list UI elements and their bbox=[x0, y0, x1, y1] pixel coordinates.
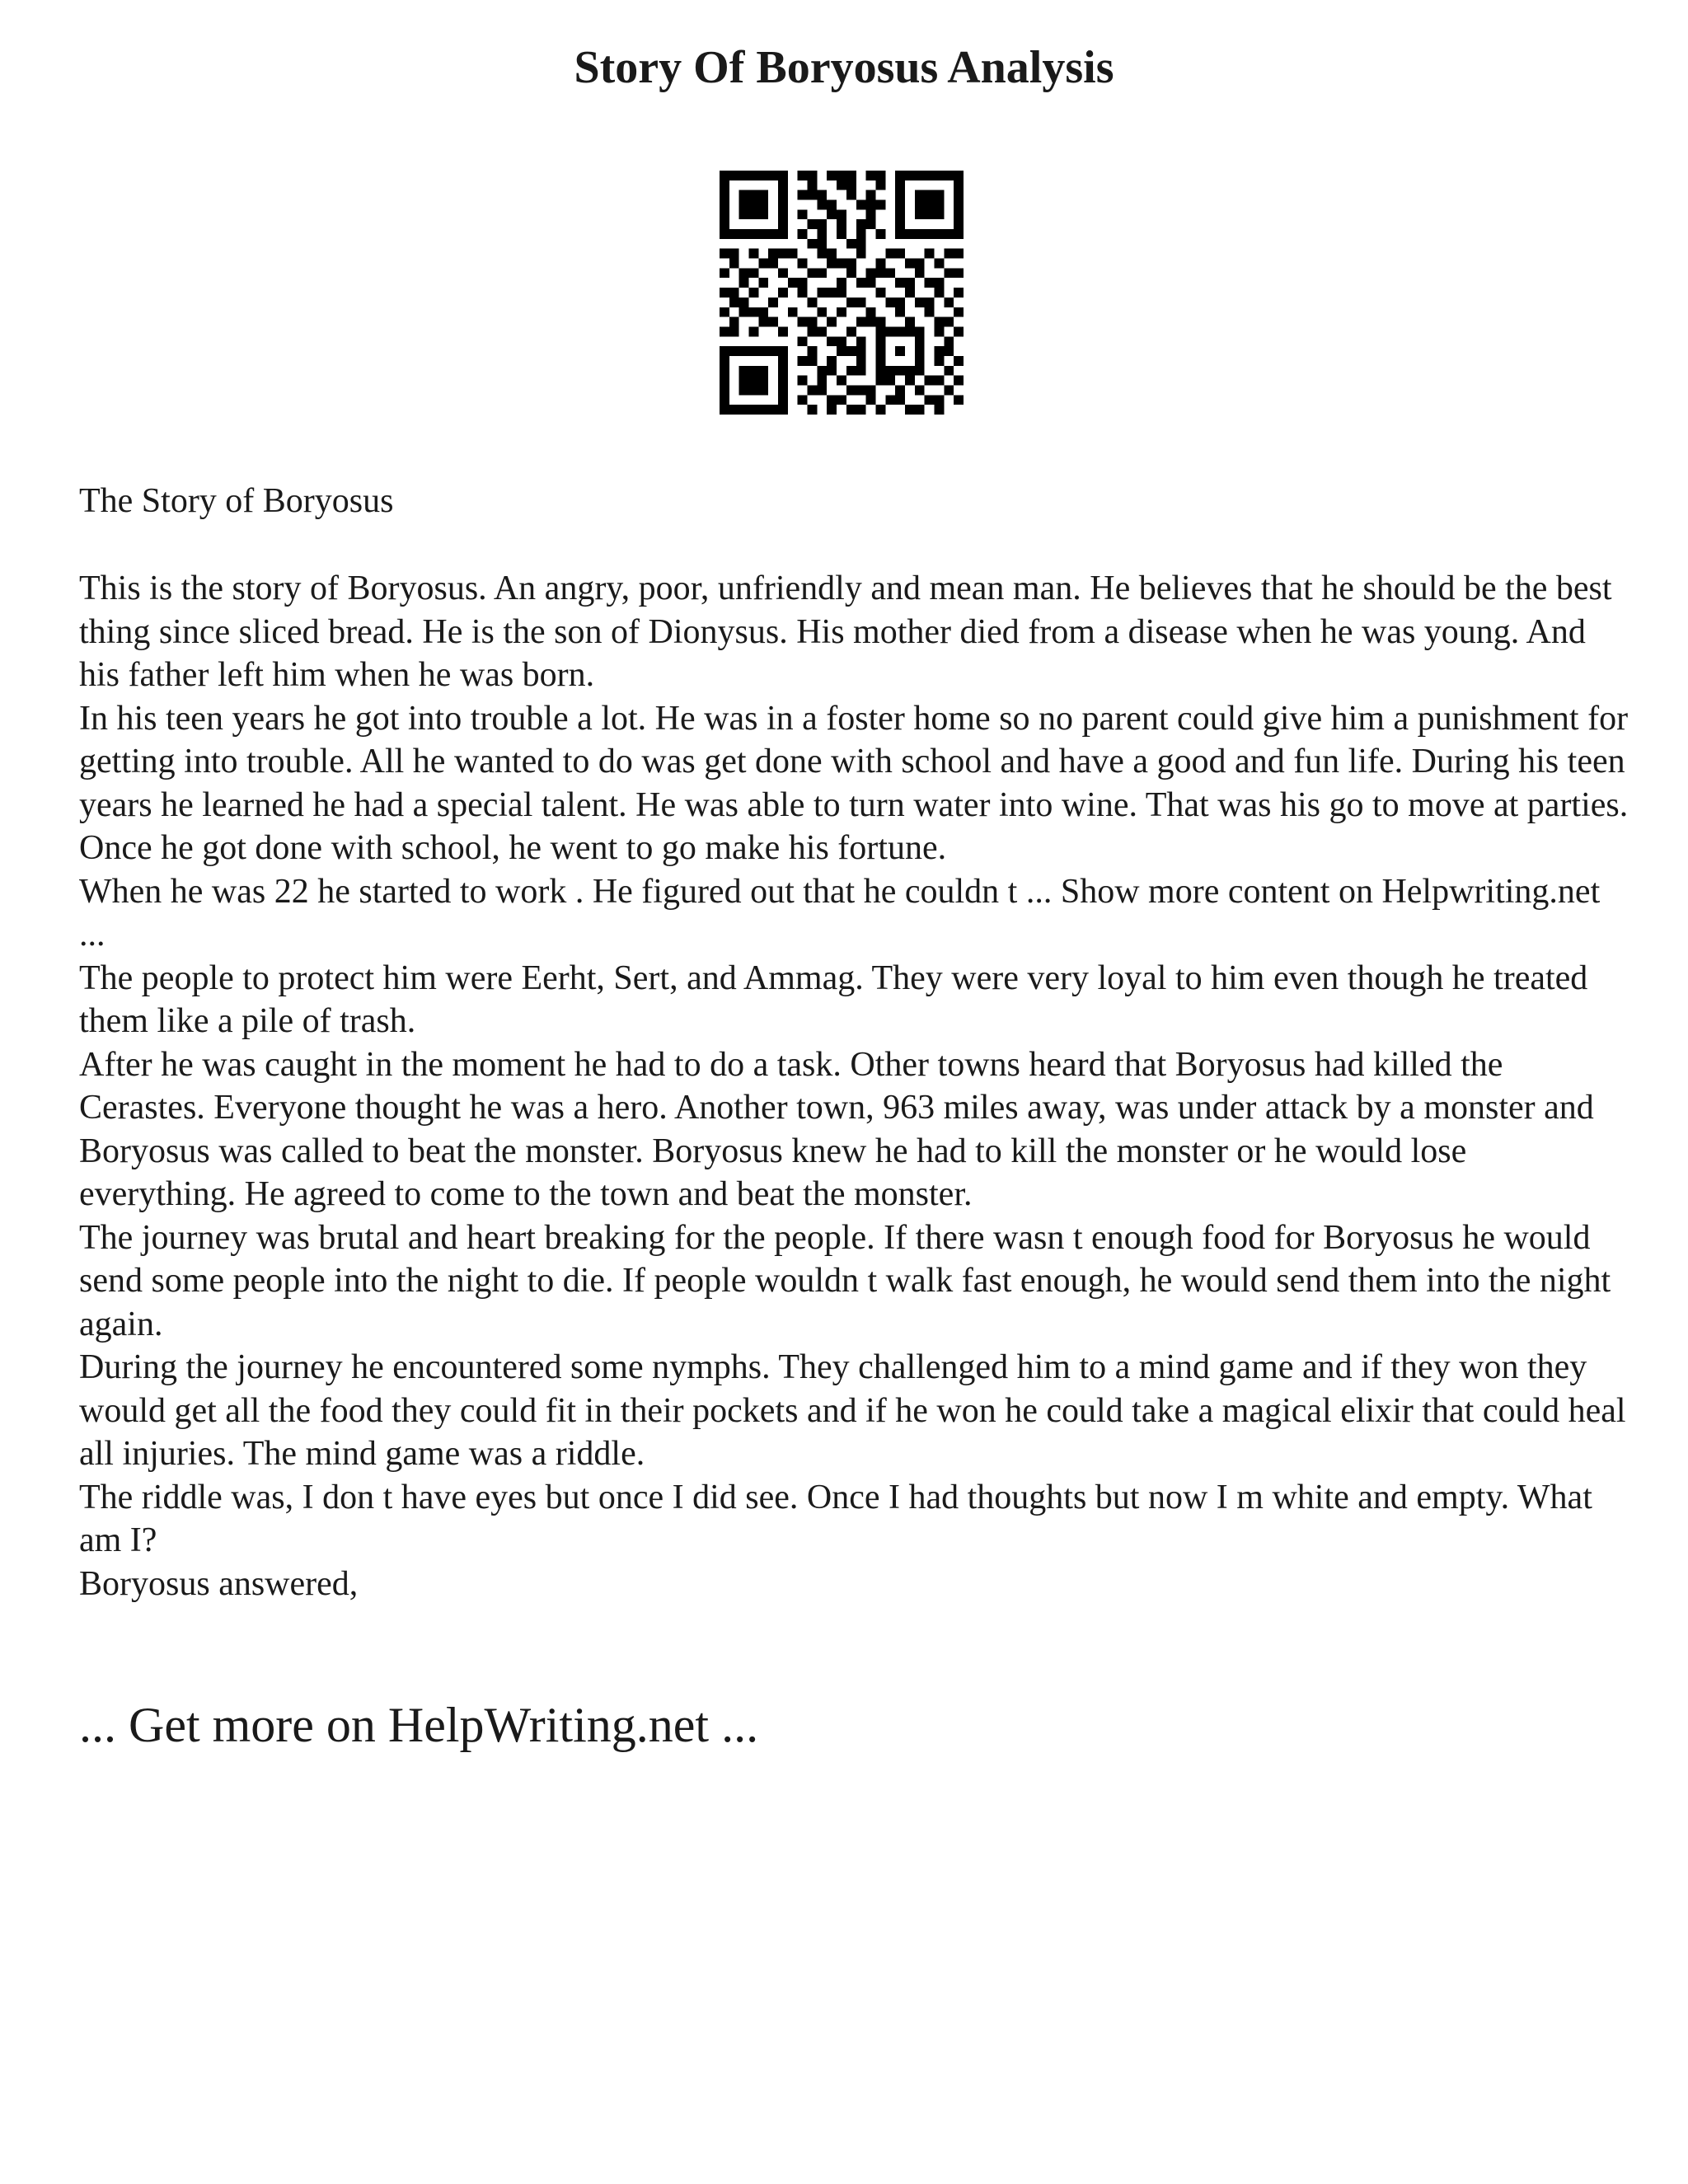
story-paragraph: This is the story of Boryosus. An angry, poor, unfriendly and mean man. He believes that he should be the best thing since sliced bread. He is the son of Dionysus. His mother died from a disease when he was young. And his father left him when he was born. bbox=[79, 569, 1612, 694]
story-paragraph: The people to protect him were Eerht, Sert, and Ammag. They were very loyal to him even though he treated them like a pile of trash. bbox=[79, 958, 1588, 1040]
story-paragraph: The journey was brutal and heart breaking for the people. If there wasn t enough food for Boryosus he would send some people into the night to die. If people wouldn t walk fast enough, he would send them into the night again. bbox=[79, 1218, 1611, 1343]
story-paragraph: Boryosus answered, bbox=[79, 1564, 359, 1603]
story-paragraph-show-more: When he was 22 he started to work . He figured out that he couldn t ... Show more content on Helpwriting.net ... bbox=[79, 872, 1601, 954]
story-paragraph: During the journey he encountered some nymphs. They challenged him to a mind game and if they won they would get all the food they could fit in their pockets and if he won he could take a magical elixir that could heal all injuries. The mind game was a riddle. bbox=[79, 1348, 1626, 1473]
page-title: Story Of Boryosus Analysis bbox=[574, 42, 1114, 93]
story-paragraph: The riddle was, I don t have eyes but once I did see. Once I had thoughts but now I m white and empty. What am I? bbox=[79, 1478, 1592, 1559]
story-heading: The Story of Boryosus bbox=[79, 482, 394, 520]
story-paragraph: After he was caught in the moment he had to do a task. Other towns heard that Boryosus had killed the Cerastes. Everyone thought he was a hero. Another town, 963 miles away, was under attack by a monster and Boryosus was called to beat the monster. Boryosus knew he had to kill the monster or he would lose everything. He agreed to come to the town and beat the monster. bbox=[79, 1045, 1594, 1213]
story-paragraph: In his teen years he got into trouble a lot. He was in a foster home so no parent could give him a punishment for getting into trouble. All he wanted to do was get done with school and have a good and fun life. During his teen years he learned he had a special talent. He was able to turn water into wine. That was his go to move at parties. Once he got done with school, he went to go make his fortune. bbox=[79, 699, 1629, 867]
story-body bbox=[79, 567, 1629, 1605]
get-more-link[interactable]: ... Get more on HelpWriting.net ... bbox=[79, 1698, 759, 1752]
qr-code-icon bbox=[720, 171, 964, 415]
qr-code-graphic bbox=[720, 171, 964, 415]
